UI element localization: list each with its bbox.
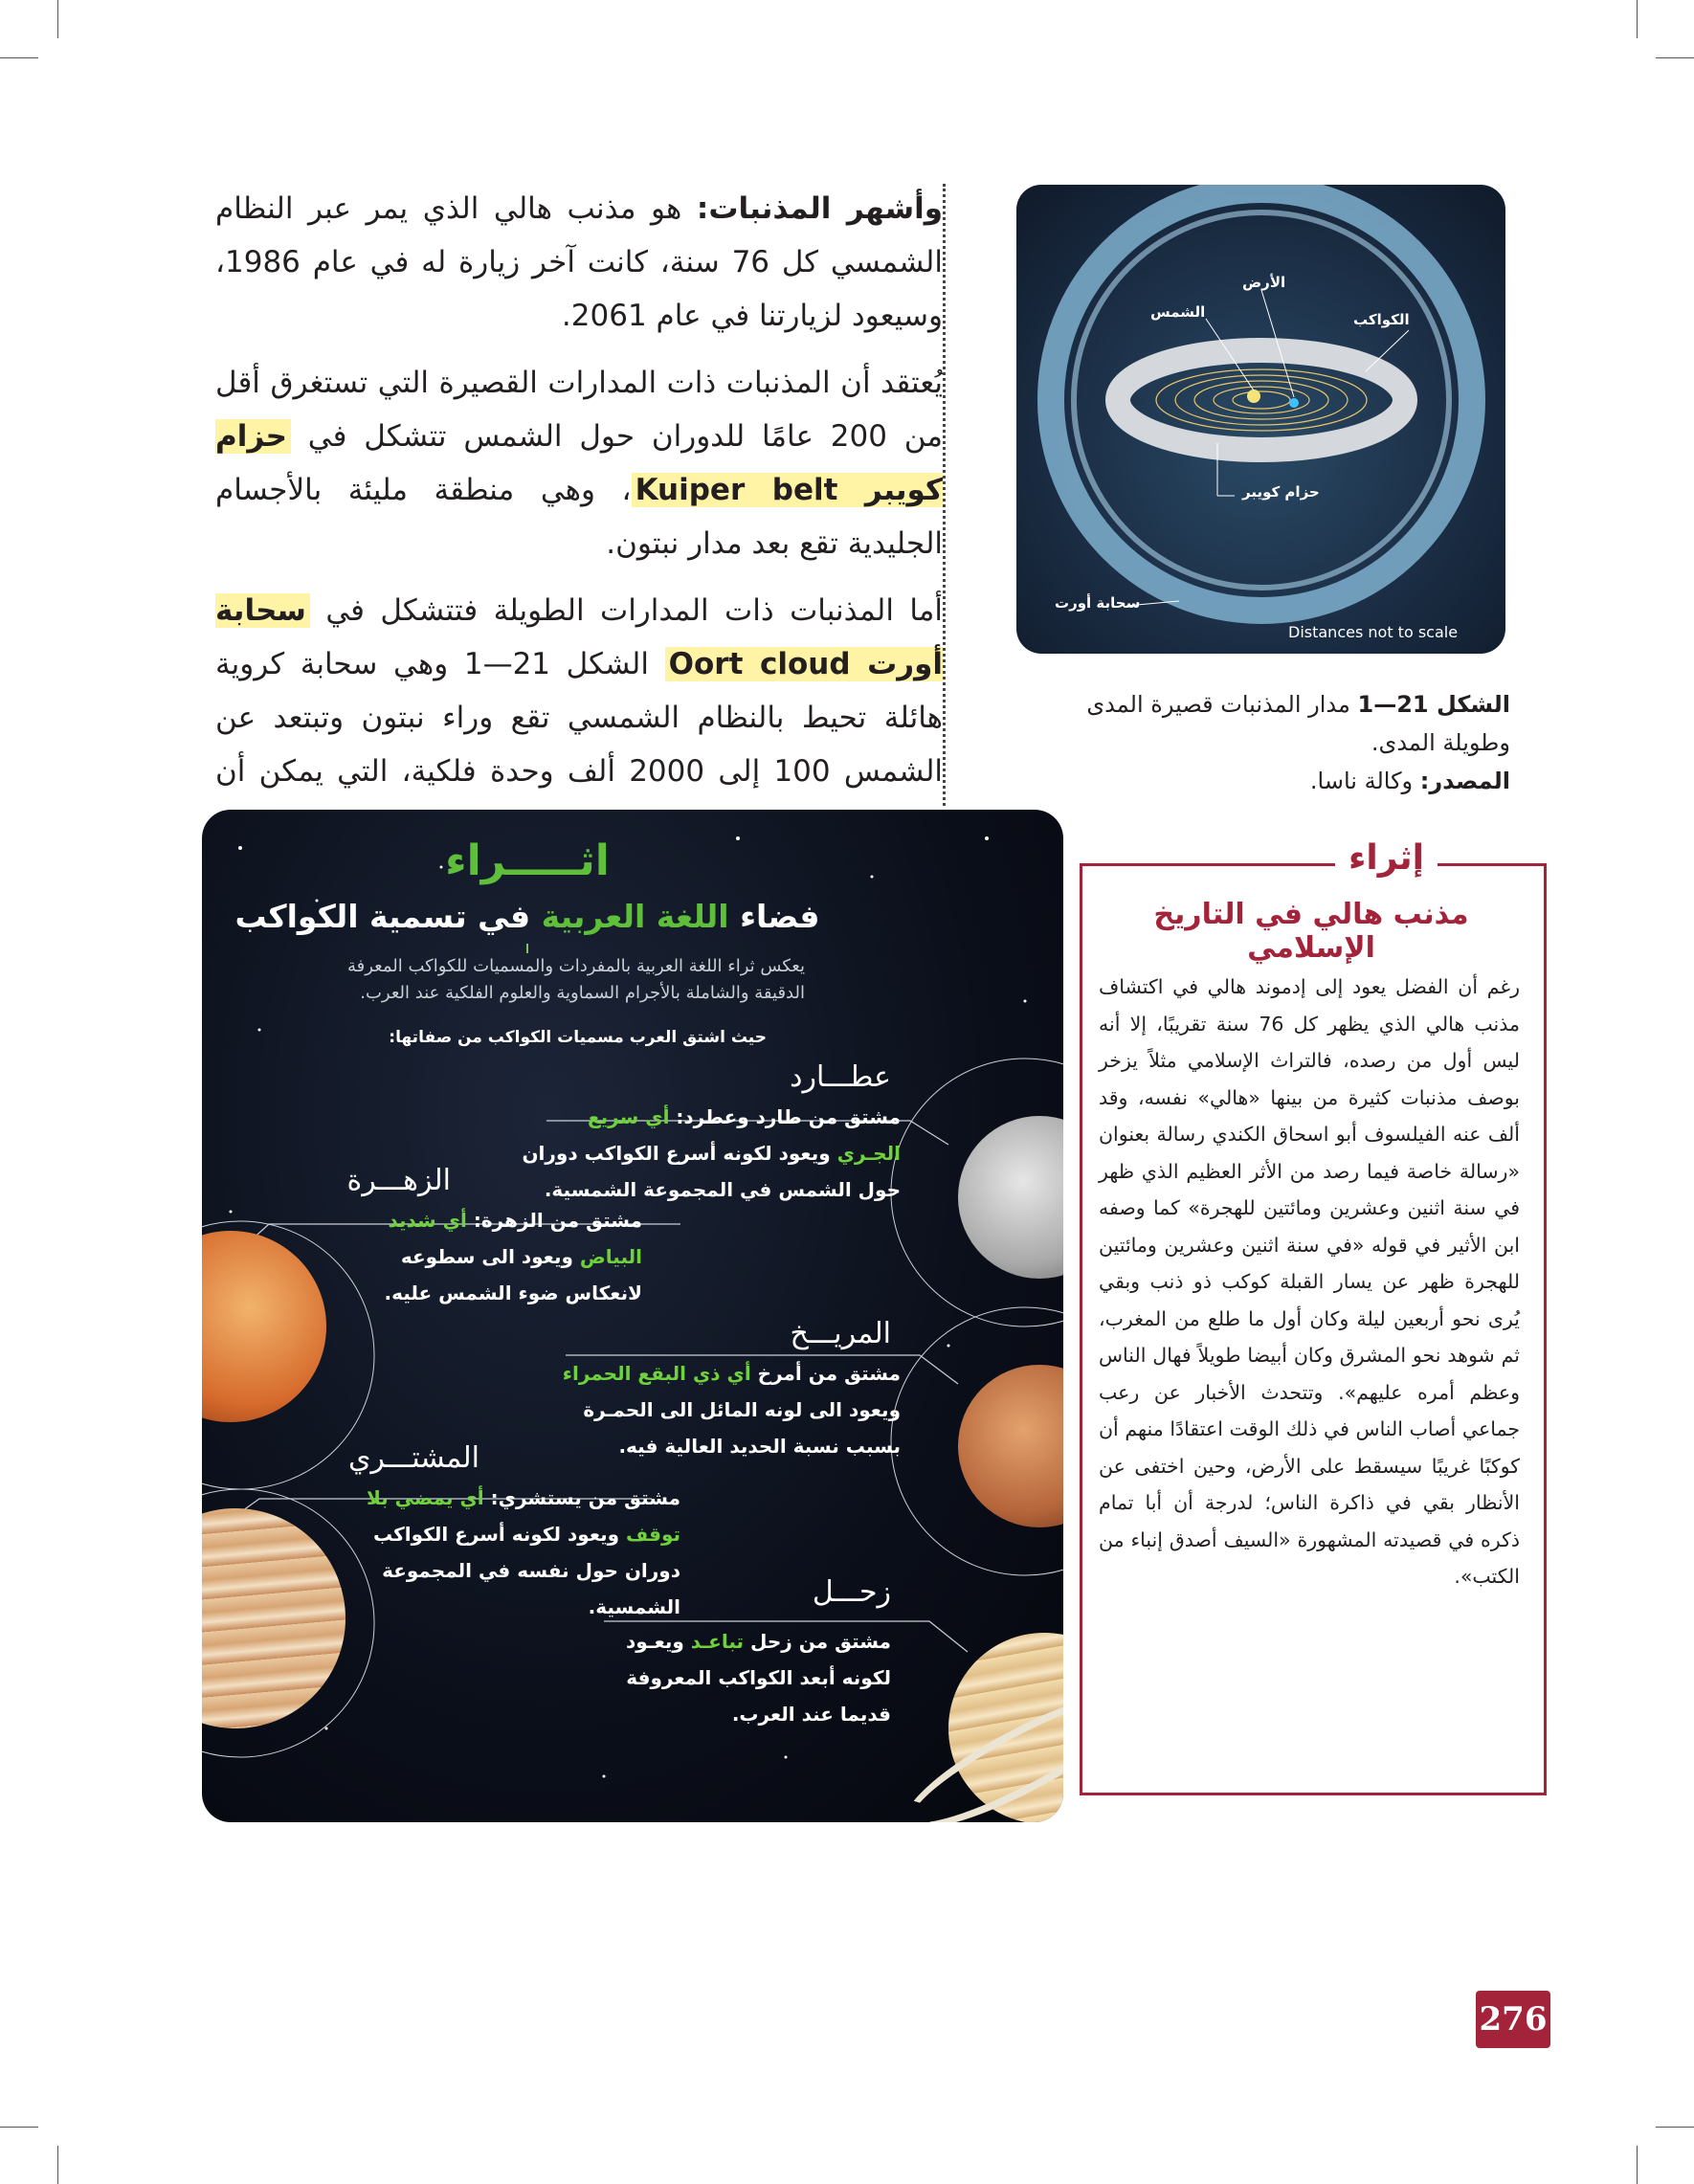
desc-lead: مشتق من أمرخ [750,1362,901,1385]
subtitle-green: اللغة العربية [541,898,729,935]
sidebar-label: إثراء [1335,838,1438,878]
main-text-column [215,182,943,865]
label-kuiper-belt: حزام كويبر [1242,483,1320,501]
scale-note: Distances not to scale [1288,623,1459,641]
desc-highlight: أي سريع الجـري [588,1105,901,1165]
planet-name-mercury: عطـــارد [790,1060,891,1094]
subtitle-part: فضاء [728,898,820,935]
planet-orbit [1233,391,1290,409]
desc-highlight: أي شديد البياض [388,1209,642,1268]
label-earth: الأرض [1242,274,1286,291]
source-line [1016,762,1510,800]
crop-mark [57,2146,58,2184]
subtitle-part: في تسمية الكواكب [234,898,542,935]
desc-highlight: أي ذي البقع الحمراء [562,1362,751,1385]
label-planets: الكواكب [1353,311,1410,328]
panel-subtitle [202,898,853,935]
caption-line [1016,685,1510,762]
figure-oort-cloud-diagram [1016,185,1505,654]
planet-names-panel [202,810,1063,1822]
planet-orbit [1175,375,1348,425]
paragraph-text: أما المذنبات ذات المدارات الطويلة فتتشكل في [309,593,943,628]
planet-name-venus: الزهـــرة [346,1164,451,1197]
desc-rest: ويعود الى سطوعه لانعكاس ضوء الشمس عليه. [384,1245,642,1304]
desc-rest: ويعود الى لونه المائل الى الحمـرة بسبب نسبة الحديد العالية فيه. [583,1398,901,1458]
paragraph-famous-comets [215,182,943,343]
paragraph-text: هو مذنب هالي الذي يمر عبر النظام الشمسي كل 76 سنة، كانت آخر زيارة له في عام 1986، وسيعود لزيارتنا في عام 2061. [215,191,943,333]
oort-diagram-svg [1016,185,1505,654]
planet-desc-venus [336,1202,642,1311]
desc-highlight: أي يمضي بلا توقف [366,1486,680,1546]
desc-lead: مشتق من الزهرة: [466,1209,642,1232]
desc-lead: مشتق من يستشري: [483,1486,680,1509]
paragraph-text: الشكل 21—1 وهي سحابة كروية هائلة تحيط بالنظام الشمسي تقع وراء نبتون وتبتعد عن الشمس 100 إلى 2000 ألف وحدة فلكية، التي يمكن أن [215,647,944,789]
planet-orbit [1156,369,1367,431]
sidebar-text: رغم أن الفضل يعود إلى إدموند هالي في اكتشاف مذنب هالي الذي يظهر كل 76 سنة تقريبًا، إلا أنه ليس أول من رصده، فالتراث الإسلامي مثلاً يزخر بوصف مذنبات كثيرة من بينها «هالي» نفسه، وقد ألف عنه الفيلسوف أبو اسحاق الكندي رسالة بعنوان «رسالة خاصة فيما رصد من الأثر العظيم الذي ظهر في سنة اثنين وعشرين ومائتين للهجرة» كما وصفه ابن الأثير في قوله «في سنة اثنين وعشرين ومائتين للهجرة ظهر عن يسار القبلة كوكب ذو ذنب وبقي يُرى نحو أربعين ليلة وكان أول ما طلع من المغرب، ثم شوهد نحو المشرق وكان أبيضا طويلاً فهال الناس وعظم أمره عليهم». وتتحدث الأخبار عن رعب جماعي أصاب الناس في ذلك الوقت اعتقادًا منهم أن كوكبًا غريبًا سيسقط على الأرض، وحين اختفى عن الأنظار بقي في ذاكرة الناس؛ لدرجة أن أبا تمام ذكره في قصيدته المشهورة «السيف أصدق إنباء من الكتب». [1099,975,1520,1588]
planet-name-jupiter: المشتـــري [347,1441,479,1475]
crop-mark [1637,0,1638,38]
paragraph-kuiper [215,356,943,570]
panel-intro: يعكس ثراء اللغة العربية بالمفردات والمسميات للكواكب المعرفة الدقيقة والشاملة بالأجرام السماوية والعلوم الفلكية عند العرب. [347,956,805,1003]
desc-highlight: تباعـد [690,1630,745,1653]
caption-text: مدار المذنبات قصيرة المدى وطويلة المدى. [1086,691,1510,756]
planet-name-mars: المريـــخ [790,1317,891,1350]
planet-name-saturn: زحـــل [812,1575,891,1609]
planet-desc-mercury [518,1099,901,1208]
paragraph-text: يُعتقد أن المذنبات ذات المدارات القصيرة التي تستغرق أقل من 200 عامًا للدوران حول الشمس تتشكل في [215,366,943,454]
page-number: 276 [1476,1991,1550,2048]
crop-mark [1656,57,1694,58]
kuiper-belt-ellipse [1118,350,1405,450]
earth-dot [1289,398,1299,408]
label-sun: الشمس [1150,303,1206,321]
figure-caption [1016,685,1510,800]
sidebar-title: مذنب هالي في التاريخ الإسلامي [1153,898,1469,965]
source-text: وكالة ناسا. [1309,768,1420,794]
panel-title: اثـــــراء [445,836,610,885]
term-bold: وأشهر المذنبات: [696,191,943,226]
column-divider [943,184,946,806]
desc-rest: ويعود لكونه أسرع الكواكب دوران حول نفسه في المجموعة الشمسية. [373,1523,680,1618]
crop-mark [1637,2146,1638,2184]
crop-mark [0,2127,38,2128]
crop-mark [0,57,38,58]
source-label: المصدر: [1419,768,1510,794]
planet-desc-jupiter [355,1480,680,1625]
planet-desc-saturn [585,1623,891,1732]
paragraph-text: ، وهي منطقة مليئة بالأجسام الجليدية تقع بعد مدار نبتون. [215,473,943,561]
desc-lead: مشتق من زحل [744,1630,891,1653]
oort-cloud-highlight: سحابة أورت Oort cloud [215,593,944,681]
sun-dot [1247,390,1260,403]
desc-lead: مشتق من طارد وعطرد: [669,1105,901,1128]
crop-mark [57,0,58,38]
desc-rest: ويعـود لكونه أبعد الكواكب المعروفة قديما عند العرب. [625,1630,891,1726]
desc-rest: ويعود لكونه أسرع الكواكب دوران حول الشمس في المجموعة الشمسية. [522,1142,901,1201]
panel-intro-2: حيث اشتق العرب مسميات الكواكب من صفاتها: [389,1028,767,1047]
label-oort-cloud: سحابة أورت [1055,594,1141,612]
crop-mark [1656,2127,1694,2128]
caption-label: الشكل 21—1 [1357,691,1510,718]
kuiper-belt-highlight: حزام كويبر Kuiper belt [215,419,943,507]
planet-desc-mars [537,1355,901,1464]
